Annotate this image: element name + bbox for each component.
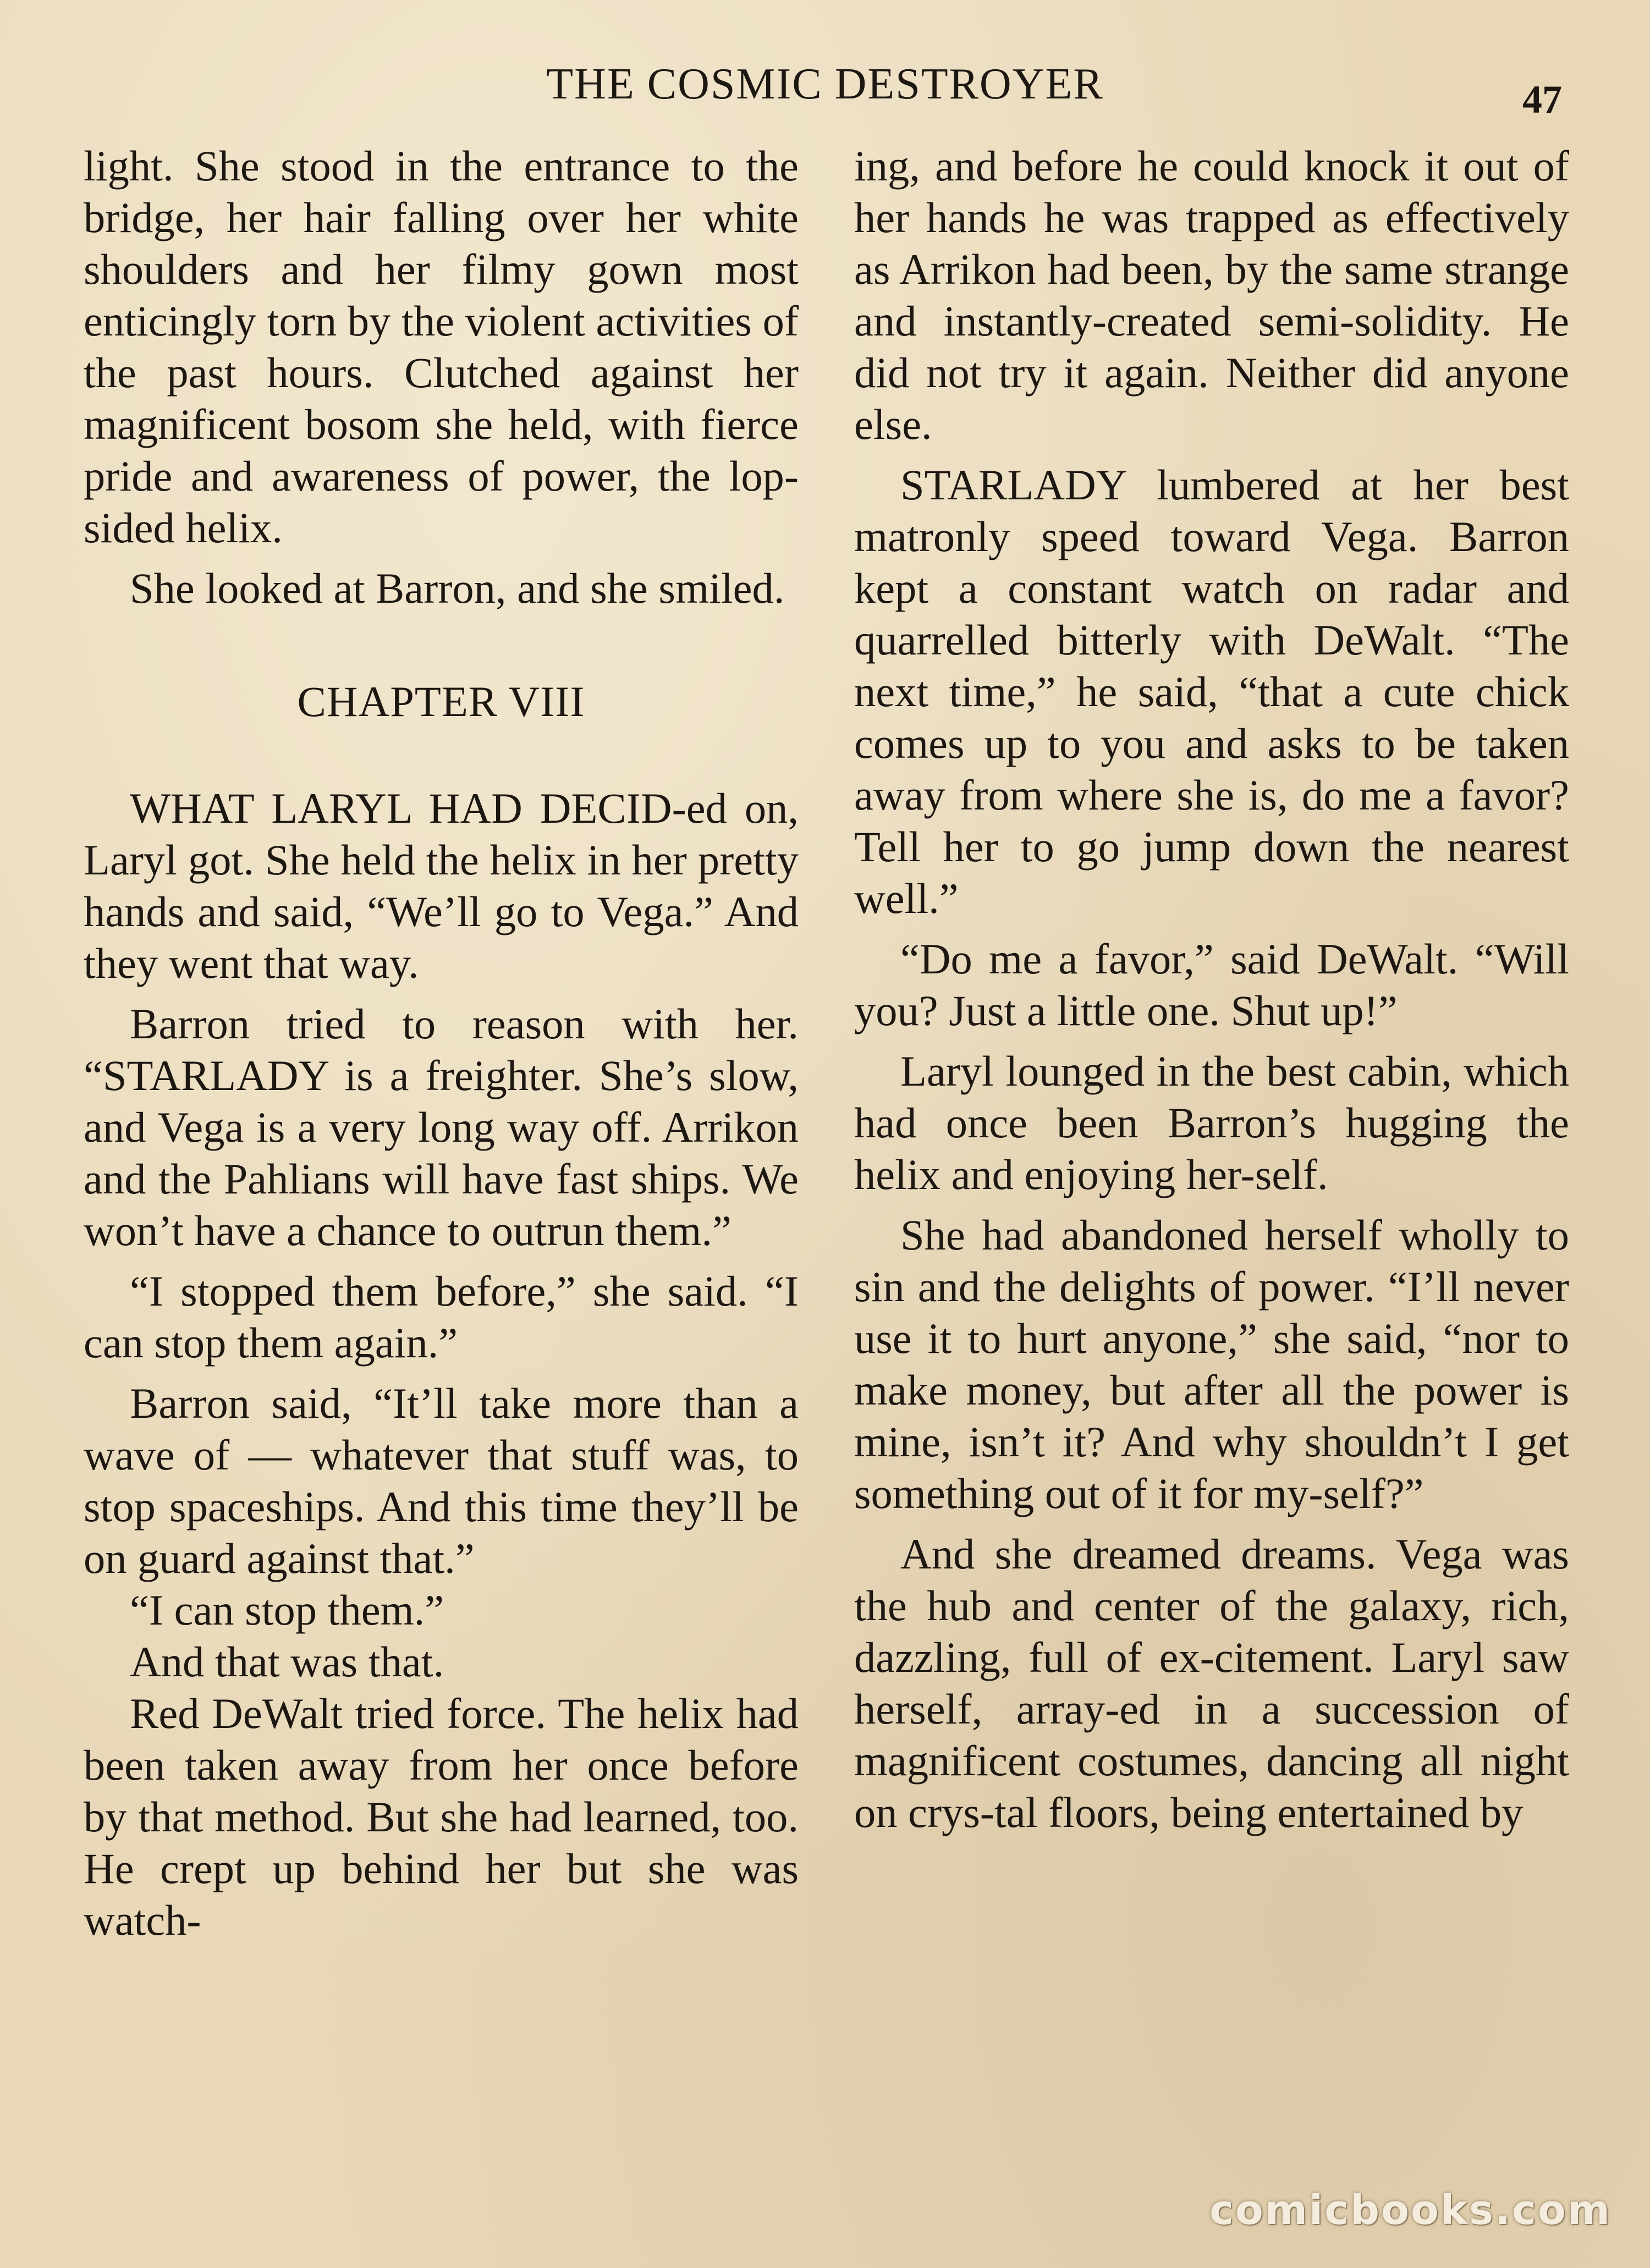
- paragraph: WHAT LARYL HAD DECID-ed on, Laryl got. She held the helix in her pretty hands and said, “We’ll go to Vega.” And they went that way.: [84, 784, 799, 987]
- watermark: comicbooks.com: [1209, 2187, 1612, 2234]
- paragraph: light. She stood in the entrance to the bridge, her hair falling over her white shoulders and her filmy gown most enticingly torn by the violent activities of the past hours. Clutched against her magnificent bosom she held, with fierce pride and awareness of power, the lop-sided helix.: [84, 142, 799, 552]
- running-head: THE COSMIC DESTROYER: [546, 60, 1104, 108]
- left-column: [84, 140, 799, 1946]
- paragraph: Barron said, “It’ll take more than a wave of — whatever that stuff was, to stop spaceships. And this time they’ll be on guard against that.”: [84, 1379, 799, 1582]
- paragraph: “I stopped them before,” she said. “I can stop them again.”: [84, 1267, 799, 1367]
- paragraph: She looked at Barron, and she smiled.: [130, 564, 785, 612]
- paragraph: She had abandoned herself wholly to sin and the delights of power. “I’ll never use it to hurt anyone,” she said, “nor to make money, but after all the power is mine, isn’t it? And why shouldn’t I get something out of it for my-self?”: [854, 1211, 1569, 1517]
- paragraph: ing, and before he could knock it out of her hands he was trapped as effectively as Arrikon had been, by the same strange and instantly-created semi-solidity. He did not try it again. Neither did anyone else.: [854, 142, 1569, 448]
- paragraph: “Do me a favor,” said DeWalt. “Will you? Just a little one. Shut up!”: [854, 935, 1569, 1034]
- paragraph: Barron tried to reason with her. “STARLADY is a freighter. She’s slow, and Vega is a very long way off. Arrikon and the Pahlians will have fast ships. We won’t have a chance to outrun them.”: [84, 1000, 799, 1254]
- chapter-heading: CHAPTER VIII: [297, 678, 585, 725]
- page-number: 47: [1522, 78, 1562, 122]
- paragraph: And she dreamed dreams. Vega was the hub and center of the galaxy, rich, dazzling, full of ex-citement. Laryl saw herself, array-ed in a succession of magnificent costumes, dancing all night on crys-tal floors, being entertained by: [854, 1530, 1569, 1836]
- paragraph: And that was that.: [130, 1638, 444, 1686]
- right-column: [854, 140, 1569, 1838]
- paragraph: Laryl lounged in the best cabin, which had once been Barron’s hugging the helix and enjoying her-self.: [854, 1047, 1569, 1198]
- paragraph: STARLADY lumbered at her best matronly speed toward Vega. Barron kept a constant watch on radar and quarrelled bitterly with DeWalt. “The next time,” he said, “that a cute chick comes up to you and asks to be taken away from where she is, do me a favor? Tell her to go jump down the nearest well.”: [854, 461, 1569, 922]
- paragraph: “I can stop them.”: [130, 1586, 444, 1634]
- paragraph: Red DeWalt tried force. The helix had been taken away from her once before by that method. But she had learned, too. He crept up behind her but she was watch-: [84, 1689, 799, 1944]
